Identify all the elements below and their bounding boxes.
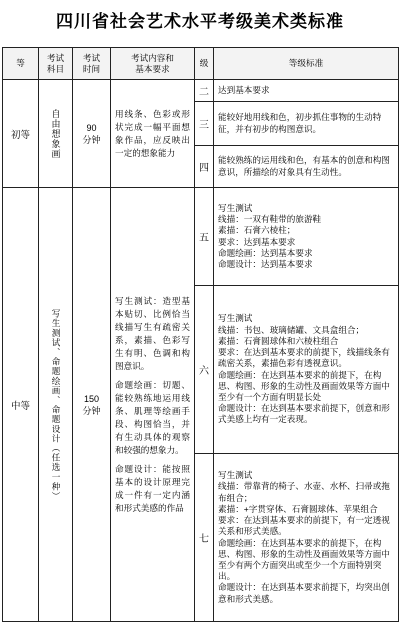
content-written-test: 写生测试：造型基本贴切、比例恰当线描写生有疏密关系，素描、色彩写生有明、色调和构图意识。: [115, 295, 190, 371]
standard-cell: 写生测试 线描：带靠背的椅子、水壶、水杯、扫帚或拖布组合； 素描：+字贯穿体、石膏圆球体、苹果组合 要求：在达到基本要求的前提下，有一定透视关系和形式美感。 命题绘画：在达到基本要求的前提下，在构思、构图、形象的生动性及画面效果等方面中至少有两个方面突出或至少一个方面特别突出。 命题设计：在达到基本要求前提下，均突出创意和形式美感。: [214, 454, 399, 622]
level-cell: 七: [195, 454, 214, 622]
level-cell: 五: [195, 188, 214, 286]
subject-cell-intermediate: 写生测试、命题绘画、命题设计（任选一种）: [39, 188, 73, 622]
standard-cell: 写生测试 线描：一双有鞋带的旅游鞋 素描：石膏六棱柱； 要求：达到基本要求 命题绘画：达到基本要求 命题设计：达到基本要求: [214, 188, 399, 286]
time-cell-beginner: 90 分钟: [73, 80, 111, 188]
table-row: [3, 80, 399, 102]
header-subject: 考试 科目: [39, 48, 73, 80]
standard-cell: 达到基本要求: [214, 80, 399, 102]
time-cell-intermediate: 150 分钟: [73, 188, 111, 622]
level-cell: 六: [195, 286, 214, 454]
grade-cell-intermediate: 中等: [3, 188, 39, 622]
standard-cell: 能较熟练的运用线和色，有基本的创意和构图意识，所描绘的对象具有生动性。: [214, 146, 399, 188]
content-cell-intermediate: [111, 188, 195, 622]
standard-cell: 写生测试 线描：书包、玻璃储罐、文具盒组合； 素描：石膏圆球体和六棱柱组合 要求：在达到基本要求的前提下，线描线条有疏密关系，素描色彩有透视意识。 命题绘画：在达到基本要求的前提下，在构思、构图、形象的生动性及画面效果等方面中至少有一个方面有明显长处 命题设计：在达到基本要求前提下，创意和形式美感上均有一定表现。: [214, 286, 399, 454]
header-grade: 等: [3, 48, 39, 80]
header-level: 级: [195, 48, 214, 80]
header-content: 考试内容和 基本要求: [111, 48, 195, 80]
level-cell: 二: [195, 80, 214, 102]
level-cell: 三: [195, 102, 214, 146]
table-header-row: [3, 48, 399, 80]
content-theme-drawing: 命题绘画：切题、能较熟练地运用线条、肌理等绘画手段、构图恰当，并有生动具体的观察和较强的想象力。: [115, 379, 190, 455]
header-standard: 等级标准: [214, 48, 399, 80]
standards-table: [2, 47, 399, 622]
standard-cell: 能较好地用线和色，初步抓住事物的生动特征，并有初步的构图意识。: [214, 102, 399, 146]
content-theme-design: 命题设计：能按照基本的设计原理完成一件有一定内涵和形式美感的作品: [115, 463, 190, 513]
content-cell-beginner: 用线条、色彩或形状完成一幅平面想象作品，应反映出一定的想象能力: [111, 80, 195, 188]
grade-cell-beginner: 初等: [3, 80, 39, 188]
table-row: [3, 188, 399, 286]
level-cell: 四: [195, 146, 214, 188]
page-title: 四川省社会艺术水平考级美术类标准: [56, 12, 344, 31]
subject-cell-beginner: 自由想象画: [39, 80, 73, 188]
header-time: 考试 时间: [73, 48, 111, 80]
